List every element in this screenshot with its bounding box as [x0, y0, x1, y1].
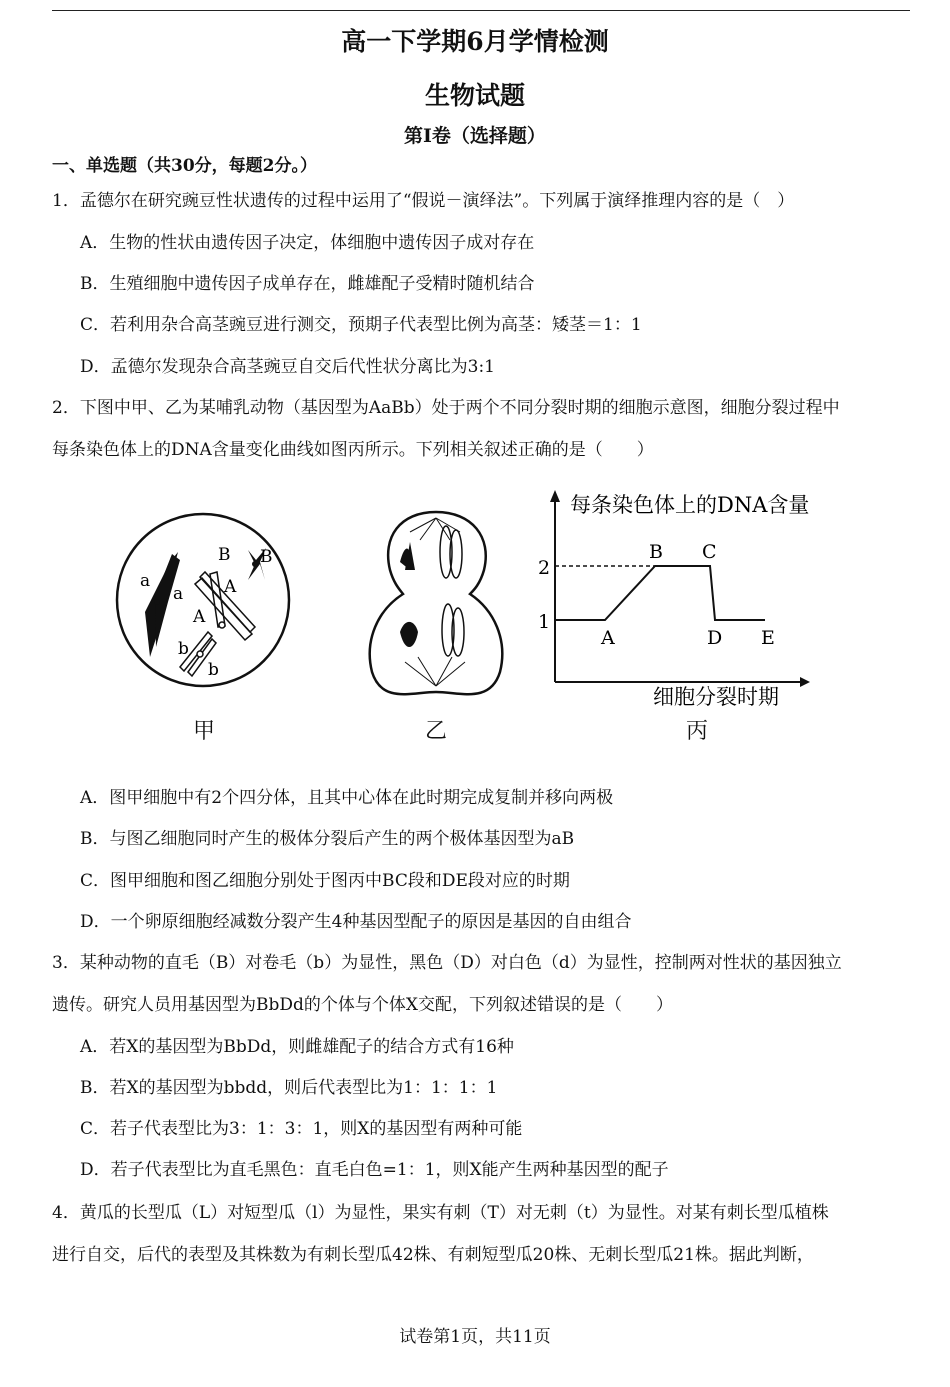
- question-4-stem-line1: 4．黄瓜的长型瓜（L）对短型瓜（l）为显性，果实有刺（T）对无刺（t）为显性。对某有刺长型瓜植株: [52, 1203, 829, 1223]
- exam-title: 高一下学期6月学情检测: [341, 27, 609, 56]
- question-1-option-d: D．孟德尔发现杂合高茎豌豆自交后代性状分离比为3:1: [80, 357, 495, 377]
- subject-title: 生物试题: [424, 81, 525, 110]
- figure-svg: [100, 482, 860, 750]
- question-1-option-c: C．若利用杂合高茎豌豆进行测交，预期子代表型比例为高茎：矮茎＝1：1: [80, 315, 642, 335]
- page-footer: 试卷第1页，共11页: [399, 1327, 551, 1347]
- y-tick-label: 2: [538, 557, 551, 579]
- top-rule: [52, 10, 910, 11]
- jia-gene-label: A: [193, 607, 206, 627]
- question-1-option-b: B．生殖细胞中遗传因子成单存在，雌雄配子受精时随机结合: [80, 274, 535, 294]
- point-label-e: E: [761, 627, 775, 649]
- chart-bing: [538, 490, 810, 709]
- question-3-option-c: C．若子代表型比为3：1：3：1，则X的基因型有两种可能: [80, 1119, 523, 1139]
- question-4-stem-line2: 进行自交，后代的表型及其株数为有刺长型瓜42株、有刺短型瓜20株、无刺长型瓜21株。据此判断，: [52, 1245, 814, 1265]
- question-2-stem-line2: 每条染色体上的DNA含量变化曲线如图丙所示。下列相关叙述正确的是（ ）: [52, 440, 654, 460]
- cell-yi: [370, 512, 503, 694]
- jia-gene-label: B: [218, 545, 231, 565]
- jia-gene-label: b: [178, 639, 189, 659]
- x-axis-label: 细胞分裂时期: [653, 685, 779, 709]
- point-label-c: C: [702, 541, 717, 563]
- question-3-option-b: B．若X的基因型为bbdd，则后代表型比为1：1：1：1: [80, 1078, 498, 1098]
- x-axis-arrow: [800, 677, 810, 687]
- question-3-stem-line2: 遗传。研究人员用基因型为BbDd的个体与个体X交配，下列叙述错误的是（ ）: [52, 995, 673, 1015]
- jia-gene-label: a: [173, 584, 184, 604]
- y-tick-label: 1: [538, 611, 551, 633]
- question-1-option-a: A．生物的性状由遗传因子决定，体细胞中遗传因子成对存在: [80, 233, 535, 253]
- jia-gene-label: A: [224, 577, 237, 597]
- question-2-option-a: A．图甲细胞中有2个四分体，且其中心体在此时期完成复制并移向两极: [80, 788, 614, 808]
- figure-label-bing: 丙: [686, 719, 709, 744]
- question-2-figure: [100, 482, 860, 750]
- figure-label-jia: 甲: [193, 719, 216, 744]
- question-1-stem: 1．孟德尔在研究豌豆性状遗传的过程中运用了“假说－演绎法”。下列属于演绎推理内容的是（ ）: [52, 191, 795, 211]
- point-label-a: A: [601, 627, 615, 649]
- question-3-option-d: D．若子代表型比为直毛黑色：直毛白色=1：1，则X能产生两种基因型的配子: [80, 1160, 669, 1180]
- point-label-b: B: [649, 541, 663, 563]
- question-3-option-a: A．若X的基因型为BbDd，则雌雄配子的结合方式有16种: [80, 1037, 514, 1057]
- dna-content-line: [555, 566, 765, 620]
- y-axis-arrow: [550, 490, 560, 502]
- question-3-stem-line1: 3．某种动物的直毛（B）对卷毛（b）为显性，黑色（D）对白色（d）为显性，控制两对性状的基因独立: [52, 953, 842, 973]
- cell-jia: [117, 514, 289, 686]
- jia-gene-label: B: [260, 547, 273, 567]
- y-axis-label: 每条染色体上的DNA含量: [570, 493, 810, 517]
- section-heading: 一、单选题（共30分，每题2分。）: [52, 156, 317, 176]
- jia-gene-label: b: [208, 660, 219, 680]
- question-2-option-b: B．与图乙细胞同时产生的极体分裂后产生的两个极体基因型为aB: [80, 829, 575, 849]
- question-2-option-c: C．图甲细胞和图乙细胞分别处于图丙中BC段和DE段对应的时期: [80, 871, 570, 891]
- question-2-stem-line1: 2．下图中甲、乙为某哺乳动物（基因型为AaBb）处于两个不同分裂时期的细胞示意图，细胞分裂过程中: [52, 398, 840, 418]
- volume-title: 第I卷（选择题）: [404, 125, 546, 147]
- figure-label-yi: 乙: [425, 719, 448, 744]
- point-label-d: D: [707, 627, 723, 649]
- question-2-option-d: D．一个卵原细胞经减数分裂产生4种基因型配子的原因是基因的自由组合: [80, 912, 632, 932]
- jia-gene-label: a: [140, 571, 151, 591]
